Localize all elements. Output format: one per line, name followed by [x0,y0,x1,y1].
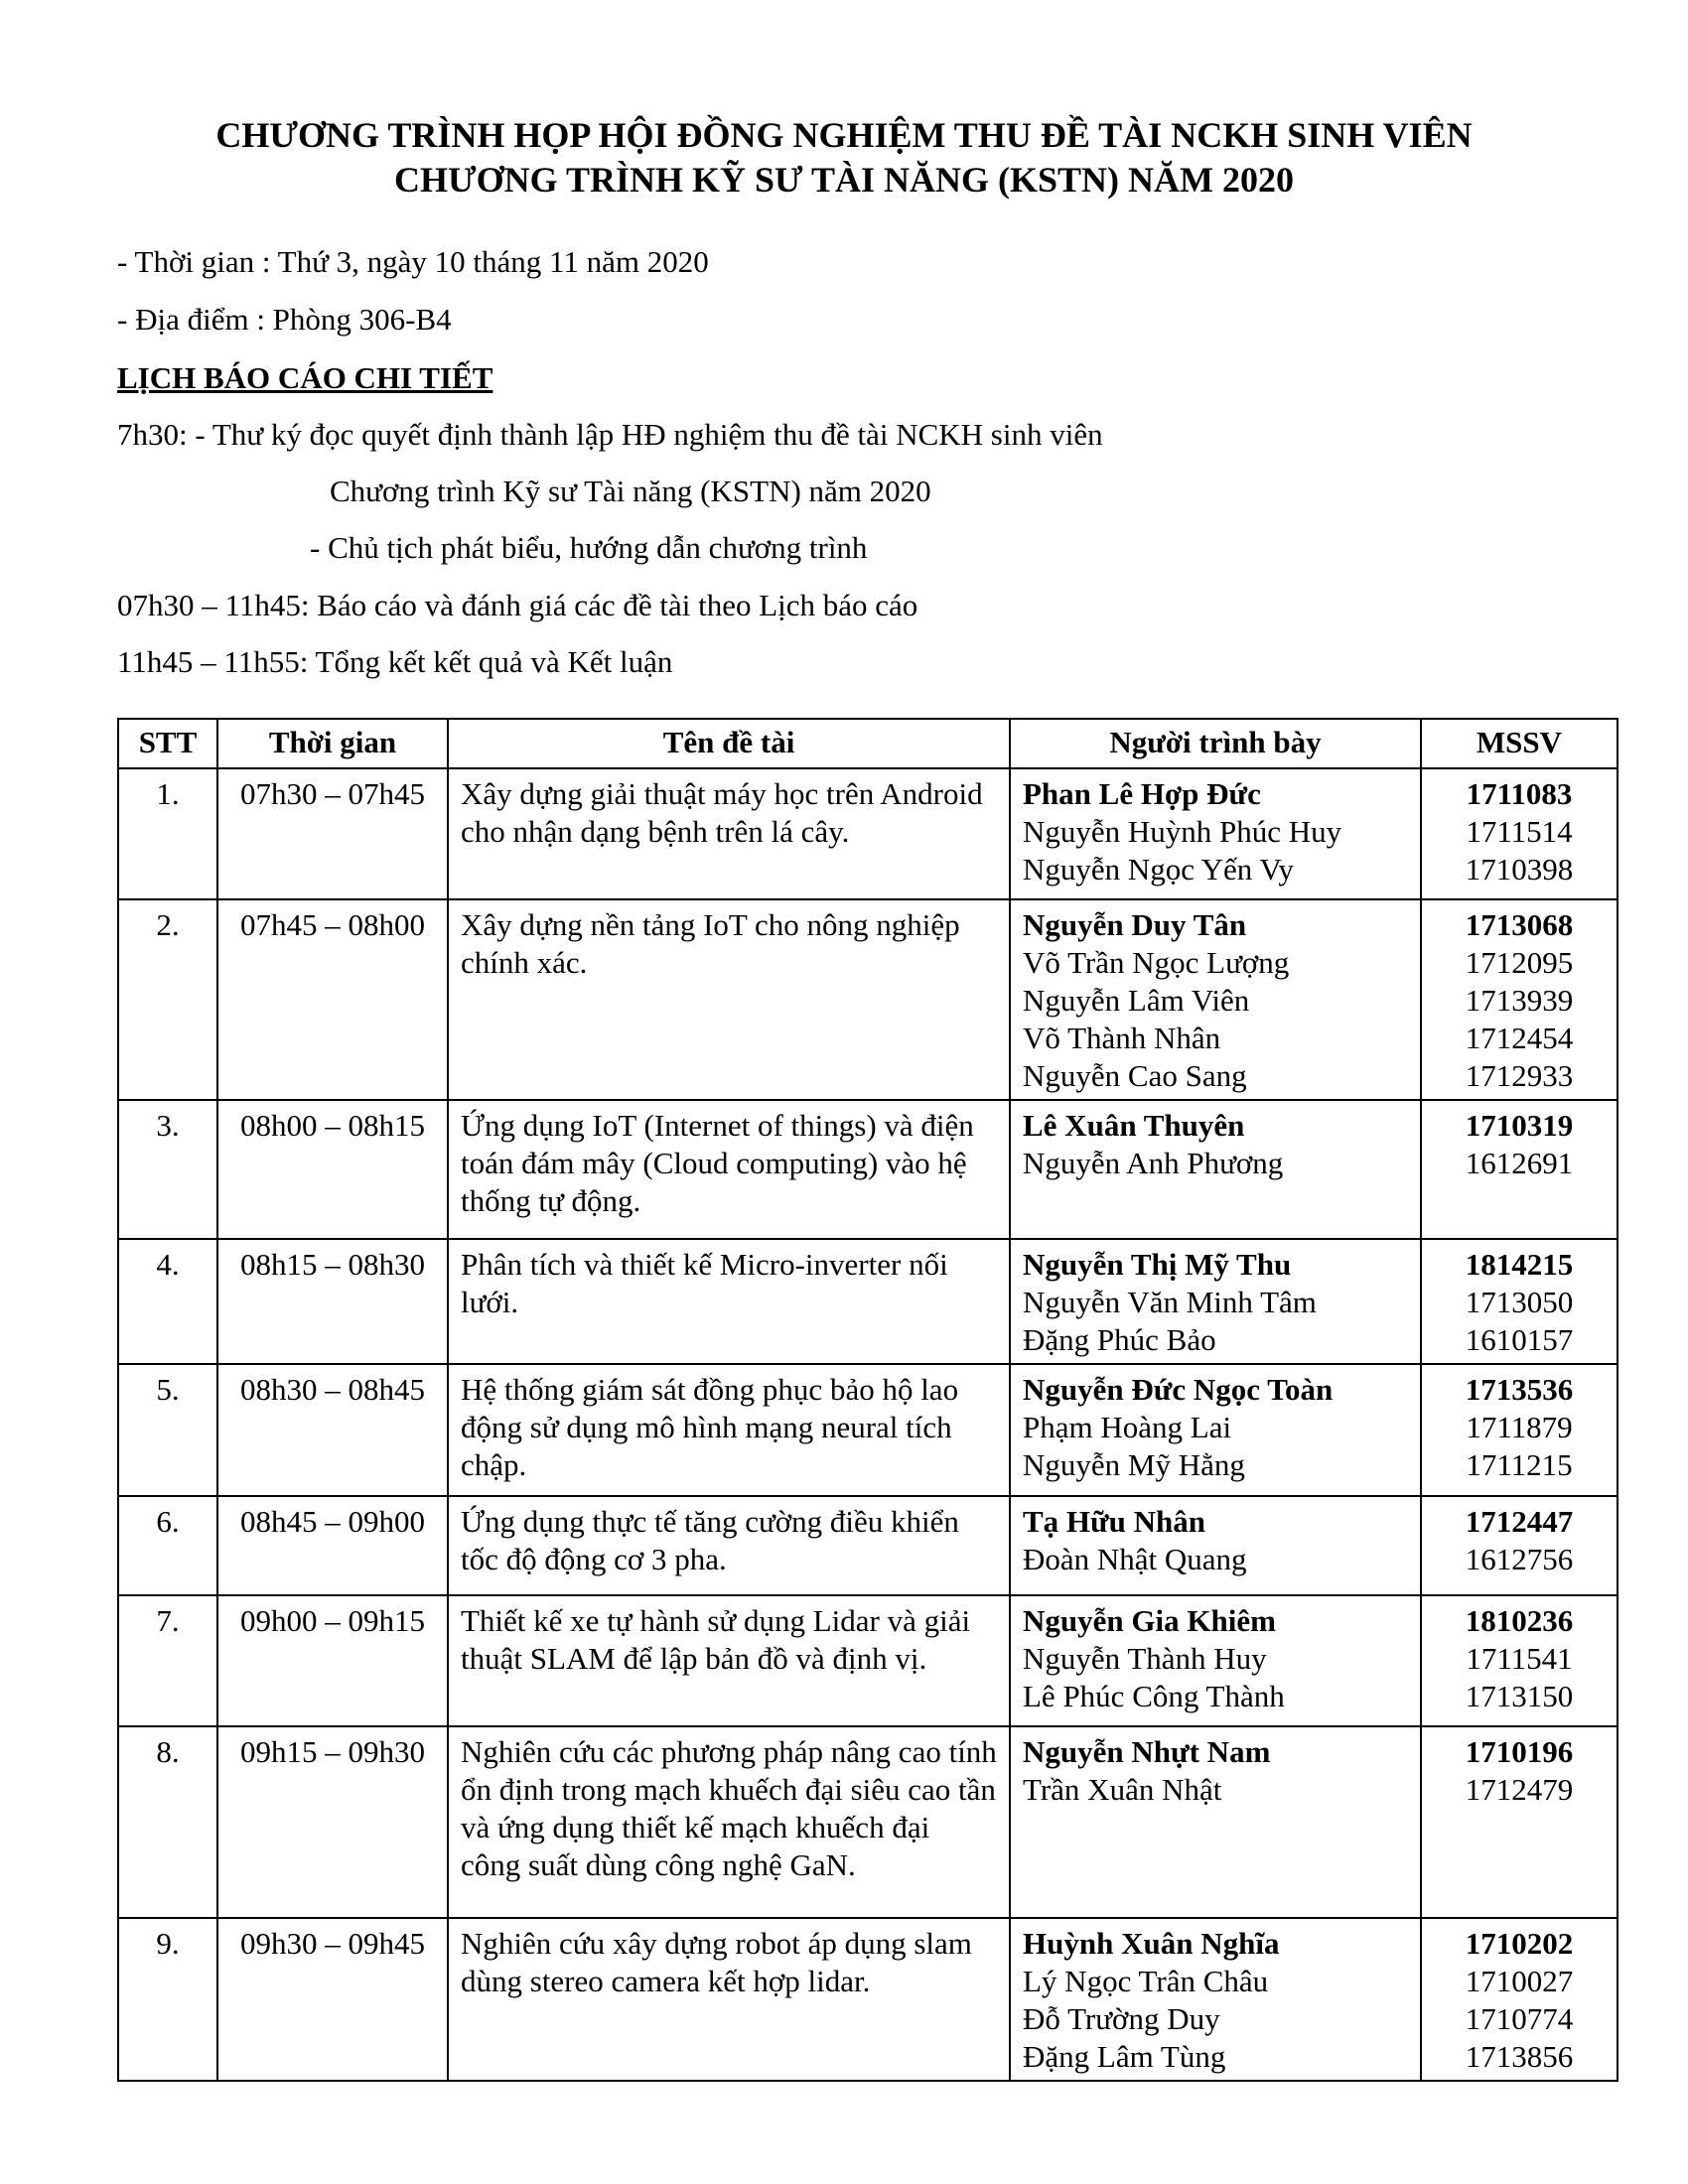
table-row [118,768,1618,899]
row-number: 9. [118,1918,217,2081]
row-number: 2. [118,899,217,1100]
document-title-line2: CHƯƠNG TRÌNH KỸ SƯ TÀI NĂNG (KSTN) NĂM 2020 [393,160,1295,200]
presenter-name: Lý Ngọc Trân Châu [1023,1964,1269,1998]
header-stt: STT [118,719,217,768]
student-id: 1710398 [1465,852,1574,887]
presenter-name: Đặng Lâm Tùng [1023,2039,1226,2074]
student-id: 1711215 [1466,1447,1573,1482]
row-student-ids [1421,1726,1618,1918]
student-id: 1711879 [1466,1410,1573,1444]
row-time-slot: 07h45 – 08h00 [217,899,448,1100]
row-student-ids [1421,1595,1618,1726]
presenter-name: Nguyễn Huỳnh Phúc Huy [1023,814,1342,849]
row-time-slot: 07h30 – 07h45 [217,768,448,899]
lead-student-id: 1814215 [1465,1247,1574,1282]
row-number: 4. [118,1239,217,1364]
table-header-row [118,719,1618,768]
presenter-name: Trần Xuân Nhật [1023,1772,1222,1807]
row-presenters [1010,1239,1421,1364]
row-presenters [1010,899,1421,1100]
presenter-name: Võ Trần Ngọc Lượng [1023,945,1290,980]
presenter-name: Nguyễn Mỹ Hằng [1023,1447,1245,1482]
presenter-name: Nguyễn Cao Sang [1023,1058,1247,1093]
header-topic: Tên đề tài [448,719,1010,768]
presenter-name: Nguyễn Thành Huy [1023,1641,1267,1676]
row-topic: Ứng dụng thực tế tăng cường điều khiển tốc độ động cơ 3 pha. [448,1496,1010,1595]
row-presenters [1010,1496,1421,1595]
lead-student-id: 1713536 [1465,1372,1574,1407]
row-number: 1. [118,768,217,899]
student-id: 1711514 [1466,814,1573,849]
row-topic: Ứng dụng IoT (Internet of things) và điện toán đám mây (Cloud computing) vào hệ thống tự động. [448,1100,1010,1239]
presenter-name: Lê Phúc Công Thành [1023,1679,1285,1713]
lead-presenter-name: Tạ Hữu Nhân [1023,1504,1206,1539]
student-id: 1612691 [1465,1146,1574,1180]
row-student-ids [1421,768,1618,899]
row-student-ids [1421,899,1618,1100]
lead-presenter-name: Nguyễn Duy Tân [1023,907,1247,942]
presenter-name: Phạm Hoàng Lai [1023,1410,1232,1444]
student-id: 1612756 [1465,1542,1574,1576]
presenter-name: Nguyễn Anh Phương [1023,1146,1284,1180]
student-id: 1610157 [1465,1322,1574,1357]
row-time-slot: 09h00 – 09h15 [217,1595,448,1726]
row-student-ids [1421,1239,1618,1364]
row-topic: Xây dựng giải thuật máy học trên Android cho nhận dạng bệnh trên lá cây. [448,768,1010,899]
student-id: 1712454 [1465,1021,1574,1055]
row-presenters [1010,1595,1421,1726]
row-number: 3. [118,1100,217,1239]
row-student-ids [1421,1918,1618,2081]
agenda-line-2: Chương trình Kỹ sư Tài năng (KSTN) năm 2020 [330,474,931,508]
student-id: 1713939 [1465,983,1574,1018]
agenda-line-4: 07h30 – 11h45: Báo cáo và đánh giá các đề tài theo Lịch báo cáo [117,588,918,622]
meeting-place: - Địa điểm : Phòng 306-B4 [117,302,452,337]
lead-student-id: 1713068 [1465,907,1574,942]
student-id: 1712933 [1465,1058,1574,1093]
row-topic: Xây dựng nền tảng IoT cho nông nghiệp chính xác. [448,899,1010,1100]
lead-student-id: 1710202 [1465,1926,1574,1961]
schedule-table [117,718,1618,2082]
student-id: 1713150 [1465,1679,1574,1713]
presenter-name: Nguyễn Ngọc Yến Vy [1023,852,1294,887]
agenda-line-5: 11h45 – 11h55: Tổng kết kết quả và Kết luận [117,644,673,679]
table-row [118,1595,1618,1726]
row-topic: Phân tích và thiết kế Micro-inverter nối lưới. [448,1239,1010,1364]
presenter-name: Đỗ Trường Duy [1023,2001,1220,2036]
row-presenters [1010,1100,1421,1239]
row-student-ids [1421,1364,1618,1496]
table-row [118,1918,1618,2081]
document-title-line1: CHƯƠNG TRÌNH HỌP HỘI ĐỒNG NGHIỆM THU ĐỀ TÀI NCKH SINH VIÊN [215,115,1473,155]
student-id: 1712479 [1465,1772,1574,1807]
header-presenter: Người trình bày [1010,719,1421,768]
presenter-name: Võ Thành Nhân [1023,1021,1221,1055]
row-time-slot: 08h15 – 08h30 [217,1239,448,1364]
meeting-time: - Thời gian : Thứ 3, ngày 10 tháng 11 năm 2020 [117,244,709,279]
header-time: Thời gian [217,719,448,768]
row-topic: Nghiên cứu xây dựng robot áp dụng slam dùng stereo camera kết hợp lidar. [448,1918,1010,2081]
row-time-slot: 09h30 – 09h45 [217,1918,448,2081]
lead-presenter-name: Nguyễn Nhựt Nam [1023,1734,1271,1769]
row-time-slot: 08h00 – 08h15 [217,1100,448,1239]
row-number: 8. [118,1726,217,1918]
agenda-line-3: - Chủ tịch phát biểu, hướng dẫn chương trình [310,530,868,565]
row-topic: Hệ thống giám sát đồng phục bảo hộ lao động sử dụng mô hình mạng neural tích chập. [448,1364,1010,1496]
table-row [118,1100,1618,1239]
presenter-name: Đặng Phúc Bảo [1023,1322,1216,1357]
table-row [118,899,1618,1100]
table-row [118,1726,1618,1918]
student-id: 1710027 [1465,1964,1574,1998]
row-time-slot: 08h45 – 09h00 [217,1496,448,1595]
row-student-ids [1421,1496,1618,1595]
lead-presenter-name: Nguyễn Gia Khiêm [1023,1603,1276,1638]
row-number: 5. [118,1364,217,1496]
lead-student-id: 1710319 [1465,1108,1574,1143]
row-topic: Thiết kế xe tự hành sử dụng Lidar và giải thuật SLAM để lập bản đồ và định vị. [448,1595,1010,1726]
header-student-id: MSSV [1421,719,1618,768]
section-heading: LỊCH BÁO CÁO CHI TIẾT [117,360,493,395]
student-id: 1710774 [1465,2001,1574,2036]
table-row [118,1496,1618,1595]
student-id: 1713856 [1465,2039,1574,2074]
agenda-line-1: 7h30: - Thư ký đọc quyết định thành lập HĐ nghiệm thu đề tài NCKH sinh viên [117,417,1103,452]
table-row [118,1239,1618,1364]
lead-student-id: 1710196 [1465,1734,1574,1769]
lead-student-id: 1712447 [1465,1504,1574,1539]
lead-presenter-name: Lê Xuân Thuyên [1023,1108,1245,1143]
lead-student-id: 1711083 [1466,776,1573,811]
student-id: 1711541 [1466,1641,1573,1676]
row-number: 6. [118,1496,217,1595]
table-row [118,1364,1618,1496]
presenter-name: Đoàn Nhật Quang [1023,1542,1247,1576]
row-time-slot: 09h15 – 09h30 [217,1726,448,1918]
row-presenters [1010,768,1421,899]
row-number: 7. [118,1595,217,1726]
presenter-name: Nguyễn Văn Minh Tâm [1023,1285,1317,1319]
student-id: 1713050 [1465,1285,1574,1319]
row-topic: Nghiên cứu các phương pháp nâng cao tính ổn định trong mạch khuếch đại siêu cao tần và ứng dụng thiết kế mạch khuếch đại công suất dùng công nghệ GaN. [448,1726,1010,1918]
lead-presenter-name: Huỳnh Xuân Nghĩa [1023,1926,1280,1961]
presenter-name: Nguyễn Lâm Viên [1023,983,1250,1018]
lead-presenter-name: Phan Lê Hợp Đức [1023,776,1261,811]
row-presenters [1010,1918,1421,2081]
lead-presenter-name: Nguyễn Thị Mỹ Thu [1023,1247,1292,1282]
row-student-ids [1421,1100,1618,1239]
row-time-slot: 08h30 – 08h45 [217,1364,448,1496]
student-id: 1712095 [1465,945,1574,980]
row-presenters [1010,1364,1421,1496]
lead-presenter-name: Nguyễn Đức Ngọc Toàn [1023,1372,1334,1407]
row-presenters [1010,1726,1421,1918]
lead-student-id: 1810236 [1465,1603,1574,1638]
